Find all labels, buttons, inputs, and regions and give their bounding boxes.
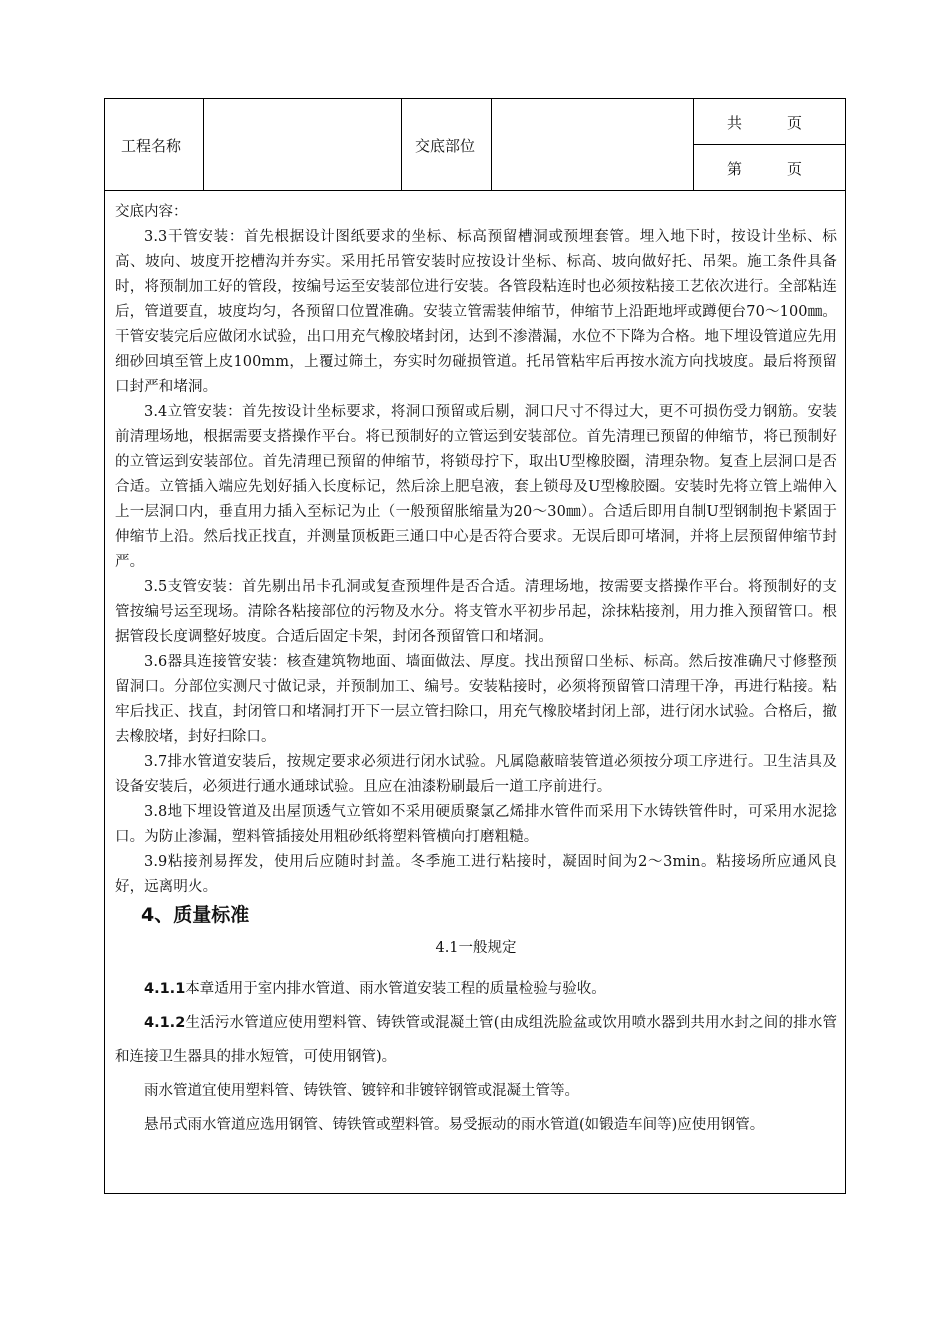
- standard-text: 本章适用于室内排水管道、雨水管道安装工程的质量检验与验收。: [185, 981, 606, 997]
- paragraph-branch-install: 3.5支管安装：首先剔出吊卡孔洞或复查预埋件是否合适。清理场地，按需要支搭操作平台。将预制好的支管按编号运至现场。清除各粘接部位的污物及水分。将支管水平初步吊起，涂抹粘接剂，用力推入预留管口。根据管段长度调整好坡度。合适后固定卡架，封闭各预留管口和堵洞。: [115, 579, 837, 645]
- paragraph-closed-water-test: 3.7排水管道安装后，按规定要求必须进行闭水试验。凡属隐蔽暗装管道必须按分项工序进行。卫生洁具及设备安装后，必须进行通水通球试验。且应在油漆粉刷最后一道工序前进行。: [115, 754, 837, 795]
- standard-item: 悬吊式雨水管道应选用钢管、铸铁管或塑料管。易受振动的雨水管道(如锻造车间等)应使用钢管。: [144, 1117, 765, 1133]
- project-name-label: 工程名称: [121, 137, 182, 155]
- section-title: 4、质量标准: [141, 904, 250, 926]
- subsection-title: 4.1一般规定: [435, 940, 517, 956]
- handover-part-label: 交底部位: [415, 137, 476, 155]
- total-pages: 共 页: [727, 114, 803, 132]
- handover-content: [115, 199, 837, 1142]
- standard-item: [115, 1006, 837, 1074]
- paragraph-main-pipe-install: 3.3干管安装：首先根据设计图纸要求的坐标、标高预留槽洞或预埋套管。埋入地下时，按设计坐标、标高、坡向、坡度开挖槽沟并夯实。采用托吊管安装时应按设计坐标、标高、坡向做好托、吊架。施工条件具备时，将预制加工好的管段，按编号运至安装部位进行安装。各管段粘连时也必须按粘接工艺依次进行。全部粘连后，管道要直，坡度均匀，各预留口位置准确。安装立管需装伸缩节，伸缩节上沿距地坪或蹲便台70～100㎜。干管安装完后应做闭水试验，出口用充气橡胶堵封闭，达到不渗潜漏，水位不下降为合格。地下埋设管道应先用细砂回填至管上皮100mm，上覆过筛土，夯实时勿碰损管道。托吊管粘牢后再按水流方向找坡度。最后将预留口封严和堵洞。: [115, 229, 837, 395]
- standard-item: 雨水管道宜使用塑料管、铸铁管、镀锌和非镀锌钢管或混凝土管等。: [144, 1083, 579, 1099]
- handover-form: [104, 98, 846, 1194]
- standard-text: 生活污水管道应使用塑料管、铸铁管或混凝土管(由成组洗脸盆或饮用喷水器到共用水封之间的排水管和连接卫生器具的排水短管，可使用钢管)。: [115, 1015, 837, 1065]
- standard-number: 4.1.1: [144, 981, 186, 997]
- header-divider: [401, 99, 402, 190]
- content-intro-label: 交底内容：: [115, 204, 188, 220]
- standard-item: [115, 972, 837, 1006]
- paragraph-underground-pipe: 3.8地下埋设管道及出屋顶透气立管如不采用硬质聚氯乙烯排水管件而采用下水铸铁管件时，可采用水泥捻口。为防止渗漏，塑料管插接处用粗砂纸将塑料管横向打磨粗糙。: [115, 804, 837, 845]
- paragraph-riser-install: 3.4立管安装：首先按设计坐标要求，将洞口预留或后剔，洞口尺寸不得过大，更不可损伤受力钢筋。安装前清理场地，根据需要支搭操作平台。将已预制好的立管运到安装部位。首先清理已预留的伸缩节，将已预制好的立管运到安装部位。首先清理已预留的伸缩节，将锁母拧下，取出U型橡胶圈，清理杂物。复查上层洞口是否合适。立管插入端应先划好插入长度标记，然后涂上肥皂液，套上锁母及U型橡胶圈。安装时先将立管上端伸入上一层洞口内，垂直用力插入至标记为止（一般预留胀缩量为20～30㎜）。合适后即用自制U型钢制抱卡紧固于伸缩节上沿。然后找正找直，并测量顶板距三通口中心是否符合要求。无误后即可堵洞，并将上层预留伸缩节封严。: [115, 404, 837, 570]
- paragraph-fixture-connection: 3.6器具连接管安装：核查建筑物地面、墙面做法、厚度。找出预留口坐标、标高。然后按准确尺寸修整预留洞口。分部位实测尺寸做记录，并预制加工、编号。安装粘接时，必须将预留管口清理干净，再进行粘接。粘牢后找正、找直，封闭管口和堵洞打开下一层立管扫除口，用充气橡胶堵封闭上部，进行闭水试验。合格后，撤去橡胶堵，封好扫除口。: [115, 654, 837, 745]
- standard-number: 4.1.2: [144, 1015, 186, 1031]
- page-cell-divider: [693, 144, 845, 145]
- paragraph-adhesive: 3.9粘接剂易挥发，使用后应随时封盖。冬季施工进行粘接时，凝固时间为2～3min。粘接场所应通风良好，远离明火。: [115, 854, 837, 895]
- header-divider: [203, 99, 204, 190]
- form-header: [105, 99, 845, 191]
- page-number: 第 页: [727, 160, 803, 178]
- header-divider: [491, 99, 492, 190]
